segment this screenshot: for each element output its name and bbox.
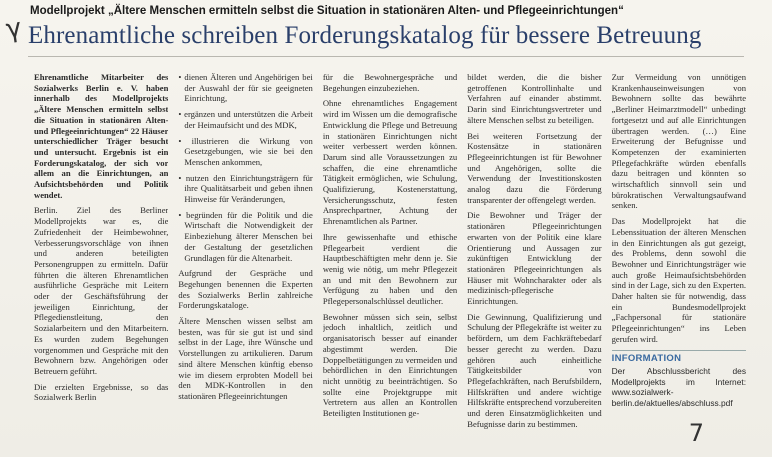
bullet-item: • illustrieren die Wirkung von Gesetzgebungen, wie sie bei den Menschen ankommen, bbox=[178, 135, 313, 167]
bullet-item: • nutzen den Einrichtungsträgern für ihre Qualitätsarbeit und geben ihnen Hinweise für Veränderungen, bbox=[178, 172, 313, 205]
paragraph: Das Modellprojekt hat die Lebenssituation der älteren Menschen in den Einrichtungen als gut gezeigt, des Problems, denn sowohl die Bewohner und Einrichtungsträger wie auch große Heimaufsichtsbehörden sind in der Lage, sich zu den Experten. Daher halten sie für notwendig, dass ein Bundesmodellprojekt „Fachpersonal für stationäre Pflegeeinrichtungen“ ins Leben gerufen wird. bbox=[611, 216, 747, 344]
handwritten-check-mark: γ bbox=[3, 13, 24, 45]
paragraph: für die Bewohnergespräche und Begehungen einzubeziehen. bbox=[322, 72, 458, 93]
info-box bbox=[612, 350, 746, 409]
paragraph: Die erzielten Ergebnisse, so das Sozialwerk Berlin bbox=[34, 381, 169, 403]
kicker: Modellprojekt „Ältere Menschen ermitteln selbst die Situation in stationären Alten- und Pflegeeinrichtungen“ bbox=[30, 5, 624, 17]
paragraph: Die Bewohner und Träger der stationären Pflegeeinrichtungen erwarten von der Politik eine klare Orientierung und Aussagen zur zukünftigen Entwicklung der stationären Pflegeeinrichtungen als Häuser mit Wohncharakter oder als medizinisch-pflegerische Einrichtungen. bbox=[467, 210, 602, 307]
bullet-item: • dienen Älteren und Angehörigen bei der Auswahl der für sie geeigneten Einrichtung, bbox=[178, 72, 313, 104]
paragraph: Aufgrund der Gespräche und Begehungen benennen die Experten des Sozialwerks Berlin zahlreiche Forderungskataloge. bbox=[178, 268, 313, 311]
column-5 bbox=[612, 72, 746, 442]
paragraph: Ältere Menschen wissen selbst am besten, was für sie gut ist und sind selbst in der Lage, ihre Wünsche und Vorstellungen zu artikulieren. Darum sind ältere Menschen künftig ebenso wie im diesem erprobten Modell bei den MDK-Kontrollen in den stationären Pflegeeinrichtungen bbox=[178, 316, 313, 401]
info-title: INFORMATION bbox=[611, 352, 682, 364]
column-5-body bbox=[612, 72, 746, 345]
paragraph: Die Gewinnung, Qualifizierung und Schulung der Pflegekräfte ist weiter zu befördern, um dem Fachkräftebedarf besser gerecht zu werden. Dazu gehören auch einheitliche Tätigkeitsbilder von Pflegefachkräften, nach Berufsbildern, Hilfskräften und andere wichtige Hilfskräfte entsprechend vorzubereiten und deren Einsatzmöglichkeiten und Befugnisse darin zu bestimmen. bbox=[467, 311, 602, 429]
column-4 bbox=[467, 72, 601, 442]
paragraph: Ehrenamtliche Mitarbeiter des Sozialwerks Berlin e. V. haben innerhalb des Modellprojekts „Ältere Menschen ermitteln selbst die Situation in stationären Alten- und Pflegeeinrichtungen“ 22 Häuser unterschiedlicher Träger besucht und untersucht. Ergebnis ist ein Forderungskatalog, der sich vor allem an die Einrichtungen, an Aufsichtsbehörden und Politik wendet. bbox=[34, 72, 169, 200]
paragraph: Ihre gewissenhafte und ethische Pflegearbeit verdient die Hauptbeschäftigten mehr denn je. Sie wenig wie nötig, um mehr Pflegezeit an und mit den Bewohnern zur Verfügung zu haben und den Pflegepersonalschlüssel deutlicher. bbox=[322, 231, 458, 307]
paragraph: Ohne ehrenamtliches Engagement wird im Wissen um die demografische Entwicklung die Pflege und Betreuung in stationären Einrichtungen nicht weiter verbessert werden können. Darum sind alle Voraussetzungen zu schaffen, die eine ehrenamtliche Tätigkeit ermöglichen, wie Schulung, Qualifizierung, Kostenerstattung, Versicherungsschutz, festen Ansprechpartner, Achtung der Ehrenamtlichen als Partner. bbox=[322, 98, 458, 227]
paragraph: bildet werden, die die bisher getroffenen Kontrollinhalte und Verfahren auf einander abstimmt. Darin sind Einrichtungsvertreter und ältere Menschen selbst zu beteiligen. bbox=[467, 72, 602, 125]
article-columns bbox=[34, 72, 746, 442]
paragraph: Zur Vermeidung von unnötigen Krankenhauseinweisungen von Bewohnern sollte das bewährte „Berliner Heimarztmodell“ unbedingt fortgesetzt und auf alle Einrichtungen übertragen werden. (…) Eine Erweiterung der Befugnisse und Kompetenzen der examinierten Pflegefachkräfte würden ebenfalls dazu beitragen und könnten so wirtschaftlich sinnvoll sein und bürokratischen Verwaltungsaufwand senken. bbox=[611, 72, 747, 211]
column-3 bbox=[323, 72, 457, 442]
column-1 bbox=[34, 72, 168, 442]
headline: Ehrenamtliche schreiben Forderungskatalog für bessere Betreuung bbox=[28, 22, 702, 49]
bullet-item: • ergänzen und unterstützen die Arbeit der Heimaufsicht und des MDK, bbox=[178, 109, 313, 130]
handwritten-page-number: 7 bbox=[688, 419, 704, 447]
paragraph: Bei weiteren Fortsetzung der Kostensätze in stationären Pflegeeinrichtungen ist für Bewohner und Angehörigen, sollte die Verwendung der Investitionskosten analog dazu die Förderung transparenter der offengelegt werden. bbox=[467, 130, 602, 205]
divider bbox=[28, 56, 744, 57]
paragraph: Bewohner müssen sich sein, selbst jedoch inhaltlich, zeitlich und organisatorisch besser auf einander abgestimmt werden. Die Doppelbetätigungen zu vermeiden und behördlichen in den Einrichtungen nicht unnötig zu beeinträchtigen. So sollte eine Projektgruppe mit Vertretern aus allen an Kontrollen Beteiligten Institutionen ge- bbox=[322, 311, 458, 419]
paragraph: Berlin. Ziel des Berliner Modellprojekts war es, die Zufriedenheit der Heimbewohner, Verbesserungsvorschläge von ihnen und anderen beteiligten Personengruppen zu ermitteln. Dafür führten die älteren Ehrenamtlichen ausführliche Gespräche mit Leitern oder der Geschäftsführung der jeweiligen Einrichtung, der Pflegedienstleitung, den Sozialarbeitern und den Mitarbeitern. Es wurden zudem Begehungen vorgenommen und Gespräche mit den Bewohnern bzw. Angehörigen oder Betreuern geführt. bbox=[34, 205, 169, 376]
bullet-item: • begründen für die Politik und die Wirtschaft die Notwendigkeit der Einbeziehung älterer Menschen bei der Gestaltung der gesetzlichen Grundlagen für die Altenarbeit. bbox=[178, 209, 313, 263]
column-2 bbox=[178, 72, 312, 442]
info-text: Der Abschlussbericht des Modellprojekts im Internet: www.sozialwerk-berlin.de/aktuelles/abschluss.pdf bbox=[611, 366, 747, 408]
